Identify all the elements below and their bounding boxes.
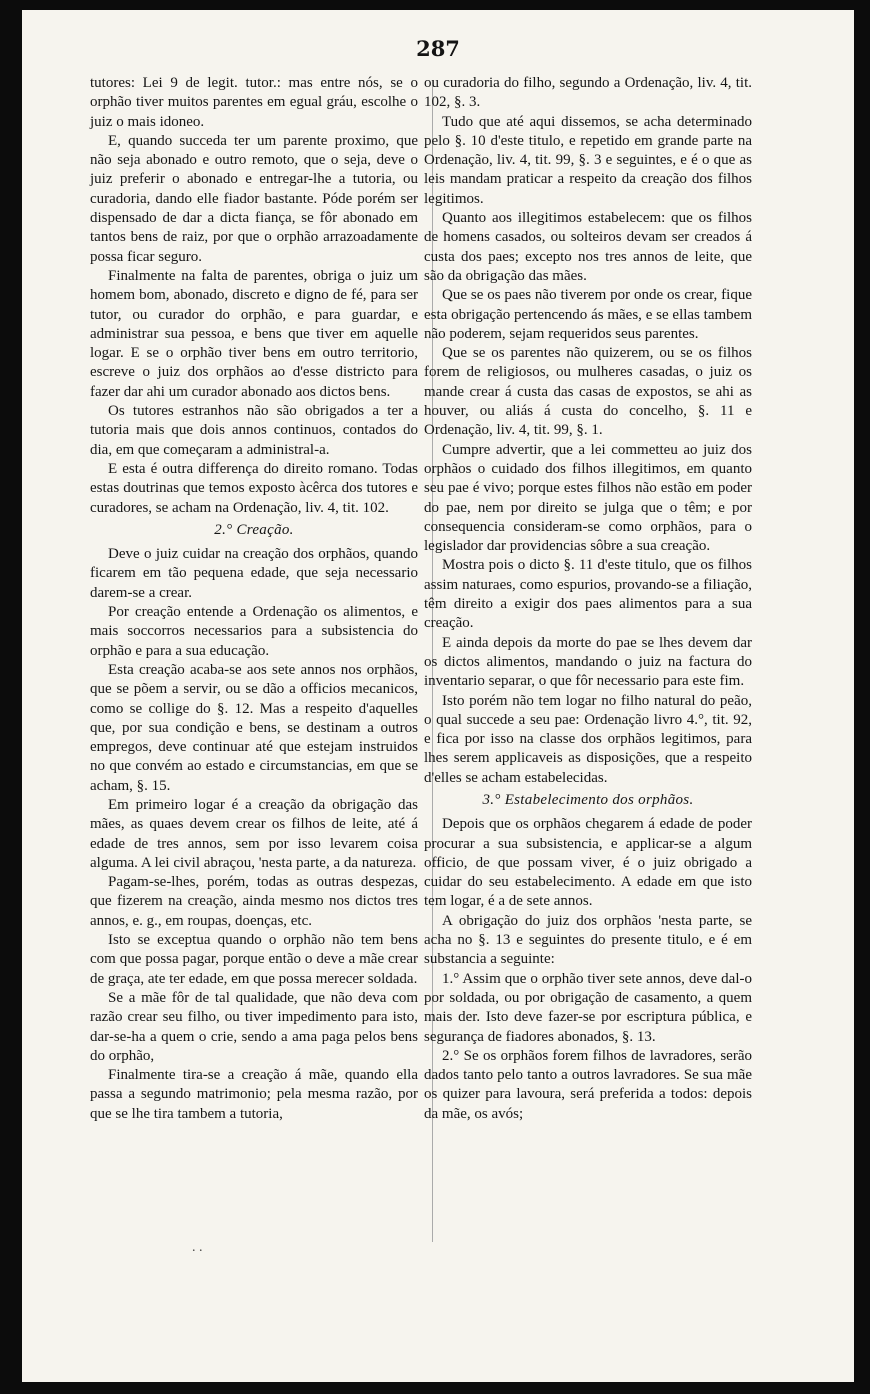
paragraph: ou curadoria do filho, segundo a Ordenação, liv. 4, tit. 102, §. 3.	[424, 75, 752, 111]
paragraph: 1.° Assim que o orphão tiver sete annos, deve dal-o por soldada, ou por obrigação de casamento, a quem mais der. Isto deve fazer-se por escriptura pública, e segurança de fiadores abonados, §. 13.	[424, 970, 752, 1045]
paragraph: Quanto aos illegitimos estabelecem: que os filhos de homens casados, ou solteiros devam ser creados á custa dos paes; excepto nos tres annos de leite, que são da obrigação das mães.	[424, 210, 752, 284]
paragraph: Finalmente na falta de parentes, obriga o juiz um homem bom, abonado, discreto e digno de fé, para ser tutor, ou curador do orphão, e para guardar, e administrar sua pessoa, e bens que tiver em aquelle logar. E se o orphão tiver bens em outro territorio, escreve o juiz dos orphãos ao d'esse districto para fazer dar ahi um curador abonado aos dictos bens.	[90, 267, 418, 400]
paragraph: Finalmente tira-se a creação á mãe, quando ella passa a segundo matrimonio; pela mesma razão, por que se lhe tira tambem a tutoria,	[90, 1067, 418, 1122]
paragraph: Tudo que até aqui dissemos, se acha determinado pelo §. 10 d'este titulo, e repetido em grande parte na Ordenação, liv. 4, tit. 99, §. 3 e seguintes, e é o que as leis mandam praticar a respeito da creação dos filhos legitimos.	[424, 113, 752, 207]
paragraph: Isto porém não tem logar no filho natural do peão, o qual succede a seu pae: Ordenação livro 4.°, tit. 92, e fica por isso na classe dos orphãos legitimos, para lhes serem applicaveis as disposições, que a respeito d'elles se acham estabelecidas.	[424, 692, 752, 786]
book-page	[22, 10, 854, 1382]
footer-dots: . .	[192, 1240, 203, 1255]
paragraph: Pagam-se-lhes, porém, todas as outras despezas, que fizerem na creação, ainda mesmo nos dictos tres annos, e. g., em roupas, doenças, etc.	[90, 874, 418, 929]
paragraph: Deve o juiz cuidar na creação dos orphãos, quando ficarem em tão pequena edade, que seja necessario darem-se a crear.	[90, 546, 418, 601]
paragraph: A obrigação do juiz dos orphãos 'nesta parte, se acha no §. 13 e seguintes do presente titulo, e é em substancia a seguinte:	[424, 912, 752, 968]
page-number: 287	[416, 36, 460, 61]
paragraph: E esta é outra differença do direito romano. Todas estas doutrinas que temos exposto àcêrca dos tutores e curadores, se acham na Ordenação, liv. 4, tit. 102.	[90, 460, 418, 516]
paragraph: 2.° Se os orphãos forem filhos de lavradores, serão dados tanto pelo tanto a outros lavradores. Se sua mãe os quizer para lavoura, será preferida a todos: depois da mãe, os avós;	[424, 1047, 752, 1122]
paragraph: Que se os paes não tiverem por onde os crear, fique esta obrigação pertencendo ás mães, e se ellas tambem não poderem, sejam requeridos seus parentes.	[424, 287, 752, 342]
paragraph: Por creação entende a Ordenação os alimentos, e mais soccorros necessarios para a subsistencia do orphão e para a sua educação.	[90, 604, 418, 659]
paragraph: Cumpre advertir, que a lei commetteu ao juiz dos orphãos o cuidado dos filhos illegitimos, em quanto seu pae é vivo; porque estes filhos não estão em poder do pae, nem por direito se julga que o têm; e por consequencia consideram-se como orphãos, para o legislador dar providencias sôbre a sua creação.	[424, 441, 752, 555]
paragraph: Depois que os orphãos chegarem á edade de poder procurar a sua subsistencia, e applicar-se a algum officio, de que possam viver, é o juiz obrigado a cuidar do seu estabelecimento. A edade em que isto tem logar, é a de sete annos.	[424, 816, 752, 910]
paragraph: Isto se exceptua quando o orphão não tem bens com que possa pagar, porque então o deve a mãe crear de graça, ate ter edade, em que possa merecer soldada.	[90, 932, 418, 987]
paragraph: tutores: Lei 9 de legit. tutor.: mas entre nós, se o orphão tiver muitos parentes em egual gráu, escolhe o juiz o mais idoneo.	[90, 75, 418, 130]
right-column	[424, 74, 752, 1124]
paragraph: Mostra pois o dicto §. 11 d'este titulo, que os filhos assim naturaes, como espurios, provando-se a filiação, têm direito a exigir dos paes alimentos para a sua creação.	[424, 557, 752, 632]
paragraph: E, quando succeda ter um parente proximo, que não seja abonado e outro remoto, que o seja, deve o juiz preferir o abonado e entregar-lhe a tutoria, ou curadoria, dando elle fiador bastante. Póde porém ser dispensado de dar a dicta fiança, se fôr abonado em tantos bens de raiz, por que o orphão arrazoadamente possa ficar seguro.	[90, 132, 418, 265]
paragraph: Esta creação acaba-se aos sete annos nos orphãos, que se põem a servir, ou se dão a officios mecanicos, como se collige do §. 12. Mas a respeito d'aquelles que, por sua condição e bens, se destinam a outros empregos, deve continuar até que estejam instruidos no que convém ao estado e circumstancias, em que se acham, §. 15.	[90, 661, 418, 794]
section-heading-creacao: 2.° Creação.	[214, 521, 294, 538]
paragraph: E ainda depois da morte do pae se lhes devem dar os dictos alimentos, mandando o juiz na factura do inventario separar, o que fôr necessario para este fim.	[424, 634, 752, 690]
paragraph: Em primeiro logar é a creação da obrigação das mães, as quaes devem crear os filhos de leite, até á edade de tres annos, sem por isso levarem coisa alguma. A lei civil abraçou, 'nesta parte, a da natureza.	[90, 796, 418, 871]
section-heading-estabelecimento: 3.° Estabelecimento dos orphãos.	[482, 791, 694, 808]
paragraph: Que se os parentes não quizerem, ou se os filhos forem de religiosos, ou mulheres casadas, o juiz os mande crear á custa das casas de expostos, se ahi as houver, ou aliás á custa do concelho, §. 11 e Ordenação, liv. 4, tit. 99, §. 1.	[424, 345, 752, 439]
left-column	[90, 74, 418, 1124]
paragraph: Os tutores estranhos não são obrigados a ter a tutoria mais que dois annos continuos, contados do dia, em que começaram a administral-a.	[90, 403, 418, 458]
paragraph: Se a mãe fôr de tal qualidade, que não deva com razão crear seu filho, ou tiver impedimento para isto, dar-se-ha a quem o crie, sendo a ama paga pelos bens do orphão,	[90, 989, 418, 1064]
